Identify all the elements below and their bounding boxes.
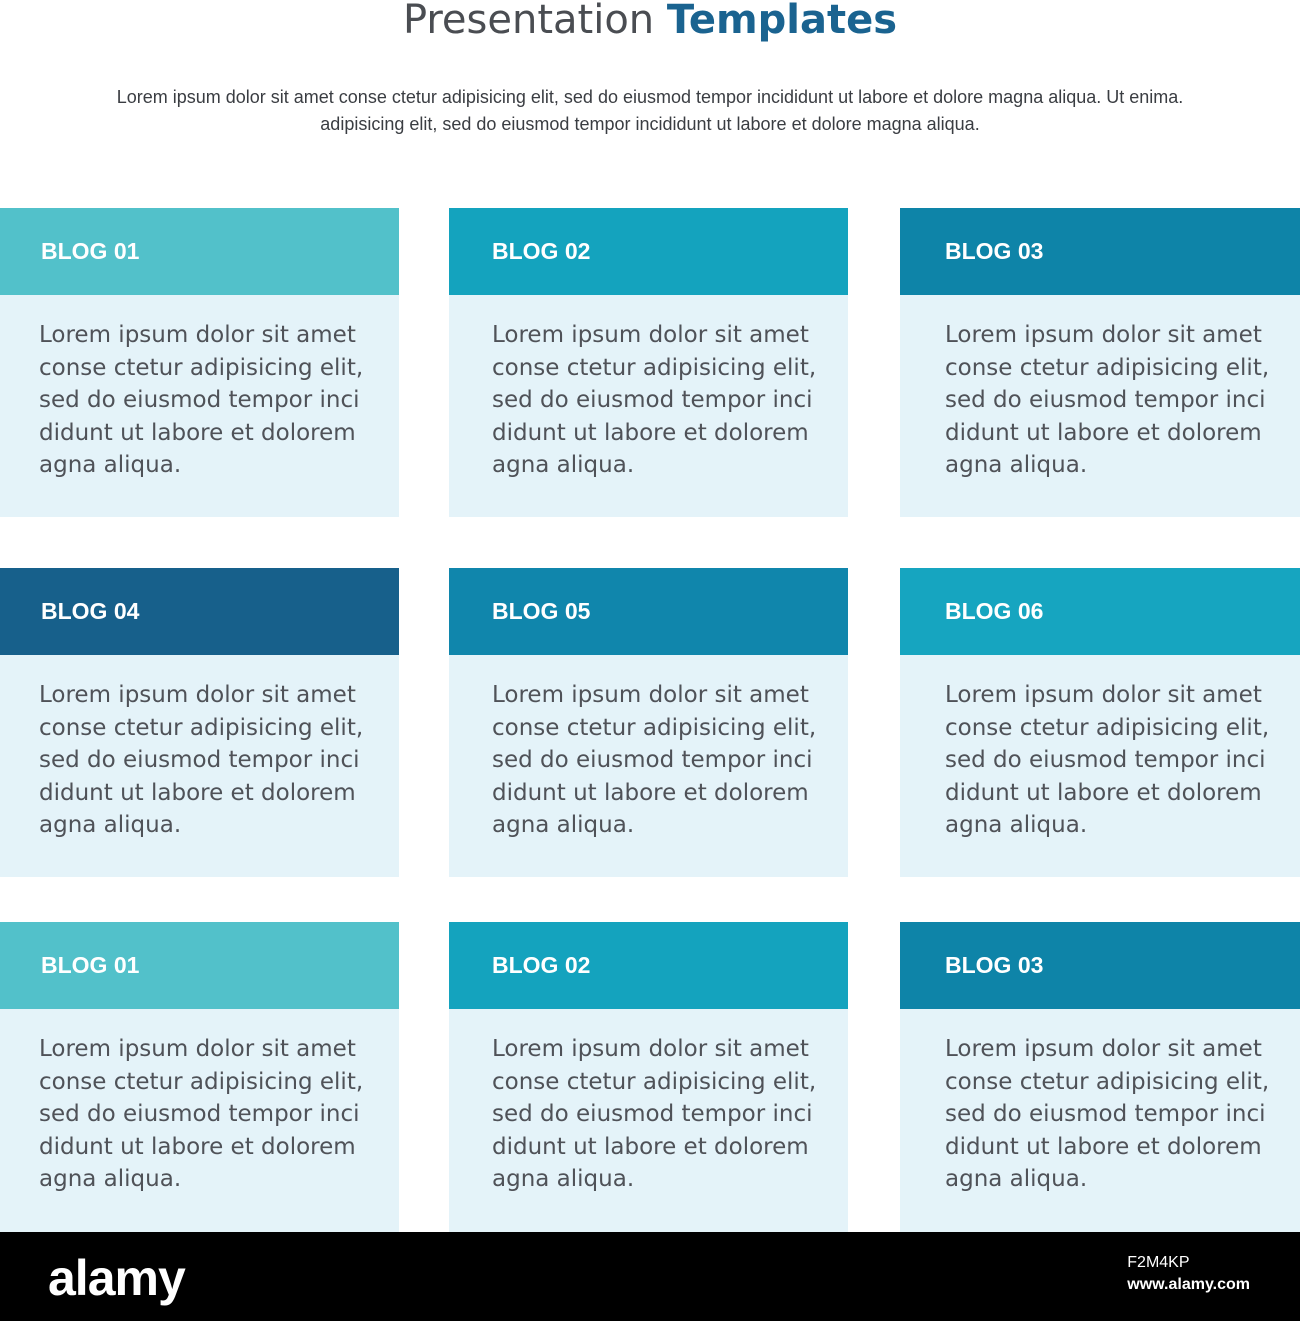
page-title bbox=[0, 0, 1300, 44]
blog-card-body: Lorem ipsum dolor sit amet conse ctetur adipisicing elit, sed do eiusmod tempor inci didunt ut labore et dolorem agna aliqua. bbox=[900, 1009, 1300, 1232]
blog-card-2 bbox=[449, 208, 848, 517]
blog-card-body: Lorem ipsum dolor sit amet conse ctetur adipisicing elit, sed do eiusmod tempor inci didunt ut labore et dolorem agna aliqua. bbox=[449, 655, 848, 877]
blog-card-label: BLOG 02 bbox=[492, 238, 591, 264]
blog-card-header bbox=[900, 568, 1300, 655]
intro-text bbox=[0, 84, 1300, 138]
blog-card-header bbox=[449, 568, 848, 655]
blog-card-header bbox=[449, 208, 848, 295]
alamy-logo: alamy bbox=[48, 1250, 185, 1306]
intro-line-1: Lorem ipsum dolor sit amet conse ctetur adipisicing elit, sed do eiusmod tempor incididunt ut labore et dolore magna aliqua. Ut enima. bbox=[116, 87, 1184, 107]
blog-card-5 bbox=[449, 568, 848, 877]
blog-card-label: BLOG 05 bbox=[492, 598, 591, 624]
blog-card-label: BLOG 03 bbox=[945, 238, 1044, 264]
blog-card-body: Lorem ipsum dolor sit amet conse ctetur adipisicing elit, sed do eiusmod tempor inci didunt ut labore et dolorem agna aliqua. bbox=[449, 1009, 848, 1232]
blog-card-label: BLOG 01 bbox=[41, 238, 140, 264]
blog-card-8 bbox=[449, 922, 848, 1232]
blog-card-label: BLOG 06 bbox=[945, 598, 1044, 624]
blog-card-6 bbox=[900, 568, 1300, 877]
blog-card-header bbox=[0, 208, 399, 295]
blog-card-body: Lorem ipsum dolor sit amet conse ctetur adipisicing elit, sed do eiusmod tempor inci didunt ut labore et dolorem agna aliqua. bbox=[900, 655, 1300, 877]
blog-card-label: BLOG 02 bbox=[492, 952, 591, 978]
site-url: www.alamy.com bbox=[1127, 1276, 1250, 1293]
blog-card-body: Lorem ipsum dolor sit amet conse ctetur adipisicing elit, sed do eiusmod tempor inci didunt ut labore et dolorem agna aliqua. bbox=[0, 655, 399, 877]
title-strong: Templates bbox=[666, 0, 898, 43]
blog-card-3 bbox=[900, 208, 1300, 517]
blog-card-body: Lorem ipsum dolor sit amet conse ctetur adipisicing elit, sed do eiusmod tempor inci didunt ut labore et dolorem agna aliqua. bbox=[900, 295, 1300, 517]
blog-card-1 bbox=[0, 208, 399, 517]
footer-bar bbox=[0, 1232, 1300, 1321]
blog-card-body: Lorem ipsum dolor sit amet conse ctetur adipisicing elit, sed do eiusmod tempor inci didunt ut labore et dolorem agna aliqua. bbox=[449, 295, 848, 517]
blog-card-header bbox=[900, 208, 1300, 295]
blog-card-body: Lorem ipsum dolor sit amet conse ctetur adipisicing elit, sed do eiusmod tempor inci didunt ut labore et dolorem agna aliqua. bbox=[0, 295, 399, 517]
blog-card-body: Lorem ipsum dolor sit amet conse ctetur adipisicing elit, sed do eiusmod tempor inci didunt ut labore et dolorem agna aliqua. bbox=[0, 1009, 399, 1232]
image-credit bbox=[1127, 1252, 1250, 1296]
blog-card-header bbox=[900, 922, 1300, 1009]
blog-card-header bbox=[449, 922, 848, 1009]
blog-card-header bbox=[0, 568, 399, 655]
blog-card-9 bbox=[900, 922, 1300, 1232]
blog-card-7 bbox=[0, 922, 399, 1232]
image-id: F2M4KP bbox=[1127, 1254, 1190, 1271]
blog-card-label: BLOG 04 bbox=[41, 598, 140, 624]
intro-line-2: adipisicing elit, sed do eiusmod tempor incididunt ut labore et dolore magna aliqua. bbox=[320, 114, 980, 134]
title-light: Presentation bbox=[402, 0, 655, 43]
blog-card-4 bbox=[0, 568, 399, 877]
blog-card-label: BLOG 03 bbox=[945, 952, 1044, 978]
blog-card-header bbox=[0, 922, 399, 1009]
blog-card-label: BLOG 01 bbox=[41, 952, 140, 978]
